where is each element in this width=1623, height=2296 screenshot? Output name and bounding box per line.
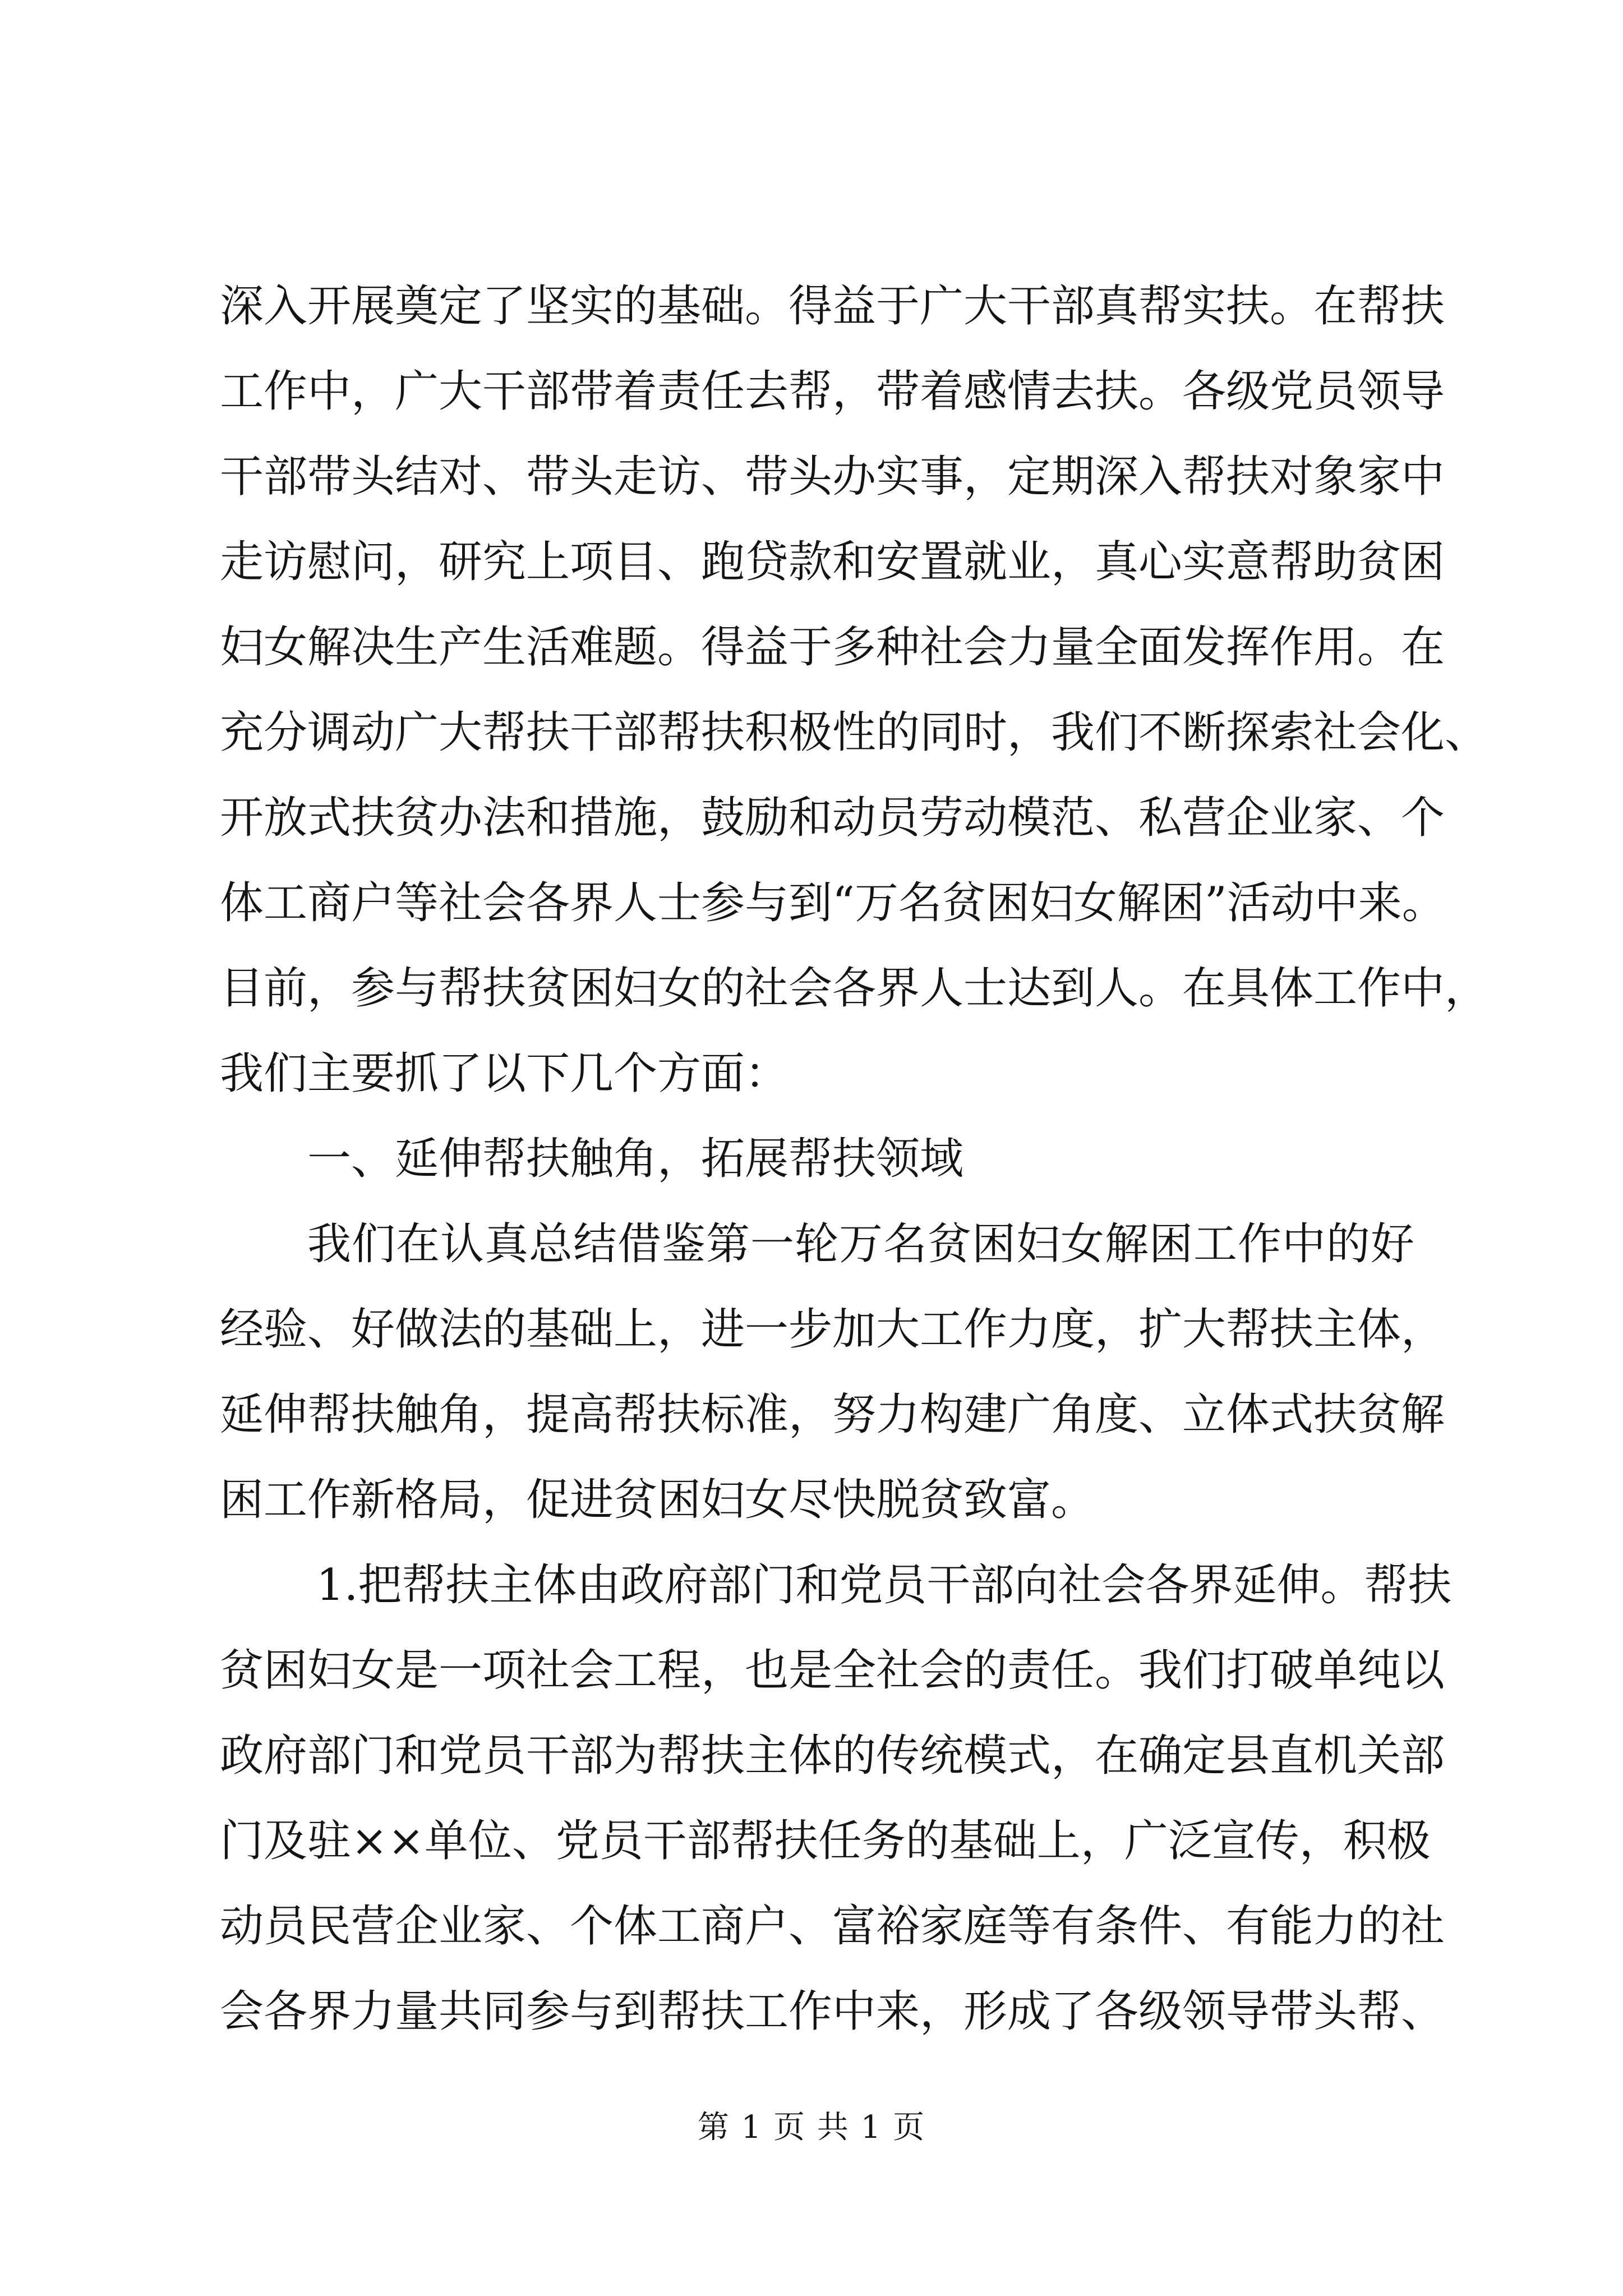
text-line: 困工作新格局，促进贫困妇女尽快脱贫致富。 [220,1475,1095,1525]
document-body [220,264,1489,2054]
text-line: 我们主要抓了以下几个方面： [220,1048,789,1099]
text-line: 走访慰问，研究上项目、跑贷款和安置就业，真心实意帮助贫困 [220,537,1445,587]
text-line: 延伸帮扶触角，提高帮扶标准，努力构建广角度、立体式扶贫解 [220,1389,1445,1440]
text-line: 我们在认真总结借鉴第一轮万名贫困妇女解困工作中的好 [307,1219,1414,1269]
section-heading: 一、延伸帮扶触角，拓展帮扶领域 [307,1134,964,1184]
text-line: 工作中，广大干部带着责任去帮，带着感情去扶。各级党员领导 [220,366,1445,417]
text-line: 贫困妇女是一项社会工程，也是全社会的责任。我们打破单纯以 [220,1645,1445,1696]
text-line: 干部带头结对、带头走访、带头办实事，定期深入帮扶对象家中 [220,452,1445,502]
text-line: 开放式扶贫办法和措施，鼓励和动员劳动模范、私营企业家、个 [220,793,1445,843]
text-line: 充分调动广大帮扶干部帮扶积极性的同时，我们不断探索社会化、 [220,707,1489,758]
text-line: 门及驻××单位、党员干部帮扶任务的基础上，广泛宣传，积极 [220,1816,1431,1866]
text-line: 体工商户等社会各界人士参与到“万名贫困妇女解困”活动中来。 [220,878,1446,928]
text-line: 政府部门和党员干部为帮扶主体的传统模式，在确定县直机关部 [220,1731,1445,1781]
text-line: 会各界力量共同参与到帮扶工作中来，形成了各级领导带头帮、 [220,1986,1445,2037]
text-line: 1.把帮扶主体由政府部门和党员干部向社会各界延伸。帮扶 [316,1560,1452,1611]
page-footer: 第 1 页 共 1 页 [697,2109,926,2146]
text-line: 妇女解决生产生活难题。得益于多种社会力量全面发挥作用。在 [220,622,1445,673]
text-line: 经验、好做法的基础上，进一步加大工作力度，扩大帮扶主体， [220,1304,1445,1355]
text-line: 目前，参与帮扶贫困妇女的社会各界人士达到人。在具体工作中， [220,963,1489,1014]
text-line: 动员民营企业家、个体工商户、富裕家庭等有条件、有能力的社 [220,1901,1445,1952]
text-line: 深入开展奠定了坚实的基础。得益于广大干部真帮实扶。在帮扶 [220,281,1445,332]
